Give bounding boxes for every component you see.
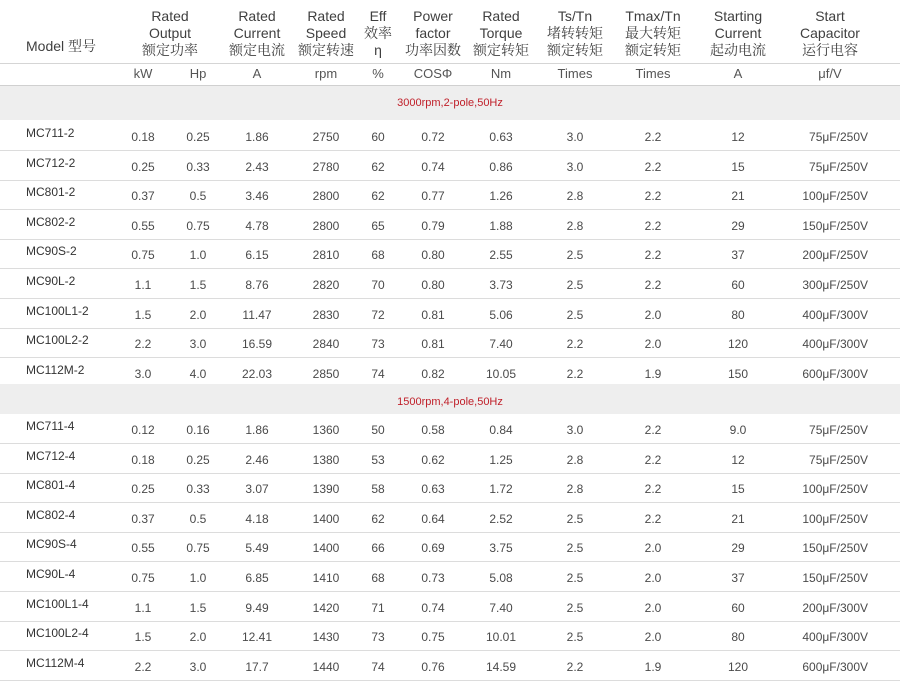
value-cell: 17.7 <box>245 659 269 674</box>
value-cell: 74 <box>371 659 385 674</box>
value-cell: 3.0 <box>134 366 152 381</box>
value-cell: 22.03 <box>241 366 273 381</box>
value-cell: 0.84 <box>489 423 513 437</box>
value-cell: 0.75 <box>131 248 155 263</box>
value-cell: 66 <box>371 541 385 556</box>
capacitor-cell: 150μF/250V <box>802 218 868 233</box>
value-cell: 1360 <box>312 423 340 437</box>
header-col-1-line-0: Rated <box>238 8 276 24</box>
value-cell: 15 <box>731 159 745 174</box>
value-cell: 0.75 <box>186 218 210 233</box>
value-cell: 0.75 <box>421 630 445 645</box>
value-cell: 2.0 <box>644 337 662 352</box>
table-row <box>0 328 900 358</box>
value-cell: 10.05 <box>485 366 517 381</box>
table-row <box>0 299 900 329</box>
value-cell: 2.55 <box>489 248 513 263</box>
value-cell: 60 <box>731 278 745 292</box>
table-row <box>0 414 900 444</box>
capacitor-cell: 100μF/250V <box>802 189 868 204</box>
value-cell: 71 <box>371 600 385 615</box>
value-cell: 73 <box>371 337 385 352</box>
value-cell: 2.2 <box>134 659 152 674</box>
value-cell: 0.74 <box>421 159 445 174</box>
header-col-8-line-1: Current <box>714 25 762 41</box>
value-cell: 2.2 <box>644 130 662 144</box>
capacitor-cell: 75μF/250V <box>809 130 868 144</box>
value-cell: 2.5 <box>566 571 584 585</box>
value-cell: 2830 <box>312 307 340 322</box>
model-cell: MC90S-4 <box>26 537 77 552</box>
value-cell: 58 <box>371 482 385 497</box>
value-cell: 0.25 <box>186 452 210 467</box>
value-cell: 1.0 <box>189 571 207 585</box>
value-cell: 14.59 <box>485 659 517 674</box>
table-row <box>0 239 900 269</box>
value-cell: 2.2 <box>644 511 662 526</box>
header-col-2-line-1: Speed <box>305 25 347 41</box>
value-cell: 1.26 <box>489 189 513 204</box>
value-cell: 0.80 <box>421 248 445 263</box>
value-cell: 0.33 <box>186 159 210 174</box>
value-cell: 120 <box>727 337 749 352</box>
value-cell: 1.86 <box>245 130 269 144</box>
header-model: Model 型号 <box>26 38 97 54</box>
model-cell: MC100L1-4 <box>26 596 89 611</box>
value-cell: 0.79 <box>421 218 445 233</box>
table-row <box>0 621 900 651</box>
value-cell: 80 <box>731 630 745 645</box>
header-divider <box>0 63 900 64</box>
capacitor-cell: 200μF/300V <box>802 600 868 615</box>
value-cell: 1440 <box>312 659 340 674</box>
table-row <box>0 473 900 503</box>
value-cell: 1.5 <box>134 307 152 322</box>
value-cell: 2780 <box>312 159 340 174</box>
model-cell: MC100L2-4 <box>26 626 89 641</box>
value-cell: 120 <box>727 659 749 674</box>
value-cell: 0.86 <box>489 159 513 174</box>
table-row <box>0 562 900 592</box>
value-cell: 2.8 <box>566 218 584 233</box>
value-cell: 1420 <box>312 600 340 615</box>
value-cell: 3.07 <box>245 482 269 497</box>
value-cell: 2.0 <box>644 571 662 585</box>
header-col-5-line-1: Torque <box>479 25 523 41</box>
model-cell: MC801-2 <box>26 185 76 200</box>
value-cell: 2820 <box>312 278 340 292</box>
value-cell: 2.5 <box>566 600 584 615</box>
value-cell: 0.77 <box>421 189 445 204</box>
value-cell: 2810 <box>312 248 340 263</box>
section-title: 1500rpm,4-pole,50Hz <box>397 396 503 408</box>
value-cell: 0.62 <box>421 452 445 467</box>
value-cell: 0.80 <box>421 278 445 292</box>
value-cell: 0.5 <box>189 511 207 526</box>
table-row <box>0 210 900 240</box>
value-cell: 1.72 <box>489 482 513 497</box>
value-cell: 1390 <box>312 482 340 497</box>
value-cell: 5.49 <box>245 541 269 556</box>
value-cell: 2.2 <box>644 278 662 292</box>
value-cell: 2840 <box>312 337 340 352</box>
table-row <box>0 151 900 181</box>
header-col-0-line-1: Output <box>148 25 192 41</box>
value-cell: 2.5 <box>566 278 584 292</box>
value-cell: 2.2 <box>644 452 662 467</box>
value-cell: 4.18 <box>245 511 269 526</box>
header-col-9-line-1: Capacitor <box>800 25 860 41</box>
header-col-8-line-2: 起动电流 <box>710 42 766 58</box>
value-cell: 21 <box>731 511 745 526</box>
value-cell: 2.8 <box>566 189 584 204</box>
unit-label-0: kW <box>133 66 153 81</box>
value-cell: 4.78 <box>245 218 269 233</box>
table-row <box>0 180 900 210</box>
unit-label-4: % <box>372 66 384 81</box>
value-cell: 1.1 <box>134 278 152 292</box>
value-cell: 2.5 <box>566 248 584 263</box>
value-cell: 1.88 <box>489 218 513 233</box>
value-cell: 2.8 <box>566 482 584 497</box>
value-cell: 0.75 <box>186 541 210 556</box>
capacitor-cell: 400μF/300V <box>802 307 868 322</box>
value-cell: 62 <box>371 511 385 526</box>
value-cell: 1.1 <box>134 600 152 615</box>
capacitor-cell: 400μF/300V <box>802 337 868 352</box>
value-cell: 2.2 <box>644 218 662 233</box>
header-col-9-line-0: Start <box>815 8 845 24</box>
model-cell: MC802-2 <box>26 214 76 229</box>
value-cell: 0.25 <box>131 482 155 497</box>
table-row <box>0 651 900 681</box>
value-cell: 2800 <box>312 218 340 233</box>
capacitor-cell: 600μF/300V <box>802 659 868 674</box>
value-cell: 29 <box>731 541 745 556</box>
value-cell: 2800 <box>312 189 340 204</box>
capacitor-cell: 300μF/250V <box>802 278 868 292</box>
value-cell: 150 <box>727 366 749 381</box>
value-cell: 65 <box>371 218 385 233</box>
model-cell: MC711-4 <box>26 419 75 433</box>
value-cell: 1.5 <box>134 630 152 645</box>
value-cell: 0.55 <box>131 541 155 556</box>
capacitor-cell: 400μF/300V <box>802 630 868 645</box>
value-cell: 0.25 <box>131 159 155 174</box>
header-col-5-line-0: Rated <box>482 8 520 24</box>
value-cell: 0.18 <box>131 130 155 144</box>
value-cell: 2.5 <box>566 307 584 322</box>
value-cell: 10.01 <box>485 630 517 645</box>
value-cell: 16.59 <box>241 337 273 352</box>
model-cell: MC90L-4 <box>26 567 76 581</box>
header-col-3-line-0: Eff <box>369 8 387 24</box>
capacitor-cell: 75μF/250V <box>809 423 868 437</box>
table-row <box>0 444 900 474</box>
value-cell: 2.2 <box>566 337 584 352</box>
value-cell: 2.2 <box>566 659 584 674</box>
value-cell: 2.52 <box>489 511 513 526</box>
value-cell: 2.2 <box>644 248 662 263</box>
table-row <box>0 121 900 151</box>
value-cell: 72 <box>371 307 385 322</box>
value-cell: 1430 <box>312 630 340 645</box>
value-cell: 68 <box>371 571 385 585</box>
value-cell: 74 <box>371 366 385 381</box>
header-col-9-line-2: 运行电容 <box>802 42 858 58</box>
value-cell: 29 <box>731 218 745 233</box>
value-cell: 2.0 <box>189 630 207 645</box>
value-cell: 4.0 <box>189 366 207 381</box>
unit-label-8: Times <box>635 66 671 81</box>
value-cell: 68 <box>371 248 385 263</box>
value-cell: 60 <box>371 130 385 144</box>
header-col-6-line-1: 堵转转矩 <box>547 25 603 41</box>
value-cell: 5.08 <box>489 571 513 585</box>
value-cell: 3.73 <box>489 278 513 292</box>
unit-label-9: A <box>733 66 743 81</box>
value-cell: 3.46 <box>245 189 269 204</box>
header-col-0-line-0: Rated <box>151 8 189 24</box>
model-cell: MC112M-2 <box>26 362 85 377</box>
value-cell: 70 <box>371 278 385 292</box>
header-col-3-line-2: η <box>374 42 382 58</box>
header-col-4-line-0: Power <box>413 8 453 24</box>
value-cell: 0.5 <box>189 189 207 204</box>
value-cell: 2.2 <box>134 337 152 352</box>
value-cell: 0.82 <box>421 366 445 381</box>
header-col-7-line-2: 额定转矩 <box>625 42 681 58</box>
model-cell: MC100L1-2 <box>26 303 89 318</box>
value-cell: 3.0 <box>189 337 207 352</box>
header-col-4-line-1: factor <box>415 25 451 41</box>
value-cell: 9.0 <box>729 423 747 437</box>
value-cell: 1.5 <box>189 278 207 292</box>
value-cell: 2.5 <box>566 541 584 556</box>
value-cell: 0.63 <box>489 130 513 144</box>
table-row <box>0 269 900 299</box>
value-cell: 60 <box>731 600 745 615</box>
value-cell: 0.69 <box>421 541 445 556</box>
value-cell: 2.0 <box>644 307 662 322</box>
value-cell: 12 <box>731 452 745 467</box>
unit-label-1: Hp <box>189 66 207 81</box>
model-cell: MC90L-2 <box>26 274 76 288</box>
value-cell: 1410 <box>312 571 340 585</box>
model-cell: MC112M-4 <box>26 655 85 670</box>
value-cell: 2850 <box>312 366 340 381</box>
unit-label-7: Times <box>557 66 593 81</box>
capacitor-cell: 150μF/250V <box>802 541 868 556</box>
value-cell: 2.2 <box>644 159 662 174</box>
value-cell: 0.75 <box>131 571 155 585</box>
capacitor-cell: 75μF/250V <box>809 159 868 174</box>
value-cell: 3.0 <box>566 423 584 437</box>
table-row <box>0 532 900 562</box>
value-cell: 7.40 <box>489 600 513 615</box>
header-col-5-line-2: 额定转矩 <box>473 42 529 58</box>
value-cell: 1.5 <box>189 600 207 615</box>
value-cell: 2.2 <box>566 366 584 381</box>
table-row <box>0 592 900 622</box>
value-cell: 5.06 <box>489 307 513 322</box>
header-col-1-line-2: 额定电流 <box>229 42 285 58</box>
value-cell: 0.81 <box>421 307 445 322</box>
model-cell: MC802-4 <box>26 507 76 522</box>
unit-label-5: COSΦ <box>413 66 453 81</box>
value-cell: 2.5 <box>566 511 584 526</box>
value-cell: 0.81 <box>421 337 445 352</box>
value-cell: 2.0 <box>189 307 207 322</box>
capacitor-cell: 75μF/250V <box>809 452 868 467</box>
capacitor-cell: 100μF/250V <box>802 511 868 526</box>
value-cell: 3.0 <box>566 130 584 144</box>
value-cell: 53 <box>371 452 385 467</box>
value-cell: 1.86 <box>245 423 269 437</box>
value-cell: 12 <box>731 130 745 144</box>
unit-label-6: Nm <box>490 66 512 81</box>
model-cell: MC712-2 <box>26 155 76 170</box>
value-cell: 11.47 <box>242 307 272 322</box>
value-cell: 0.74 <box>421 600 445 615</box>
value-cell: 0.18 <box>131 452 155 467</box>
value-cell: 0.63 <box>421 482 445 497</box>
value-cell: 9.49 <box>245 600 269 615</box>
value-cell: 62 <box>371 159 385 174</box>
value-cell: 2.46 <box>245 452 269 467</box>
header-col-8-line-0: Starting <box>713 8 763 24</box>
unit-label-2: A <box>252 66 262 81</box>
header-col-6-line-0: Ts/Tn <box>557 8 593 24</box>
model-cell: MC100L2-2 <box>26 333 89 348</box>
value-cell: 0.55 <box>131 218 155 233</box>
model-cell: MC712-4 <box>26 448 76 463</box>
capacitor-cell: 600μF/300V <box>802 366 868 381</box>
value-cell: 0.33 <box>186 482 210 497</box>
value-cell: 2.2 <box>644 423 662 437</box>
unit-label-3: rpm <box>314 66 338 81</box>
value-cell: 2750 <box>312 130 340 144</box>
section-title: 3000rpm,2-pole,50Hz <box>397 97 503 109</box>
value-cell: 1.9 <box>644 659 662 674</box>
value-cell: 37 <box>731 571 745 585</box>
model-cell: MC801-4 <box>26 478 76 493</box>
value-cell: 80 <box>731 307 745 322</box>
table-header <box>0 0 900 86</box>
value-cell: 7.40 <box>489 337 513 352</box>
model-cell: MC711-2 <box>26 126 75 140</box>
value-cell: 15 <box>731 482 745 497</box>
capacitor-cell: 100μF/250V <box>802 482 868 497</box>
unit-label-10: μf/V <box>818 66 842 81</box>
value-cell: 0.64 <box>421 511 445 526</box>
value-cell: 0.25 <box>186 130 210 144</box>
value-cell: 1.0 <box>189 248 207 263</box>
value-cell: 2.43 <box>245 159 269 174</box>
capacitor-cell: 200μF/250V <box>802 248 868 263</box>
header-col-1-line-1: Current <box>233 25 281 41</box>
value-cell: 62 <box>371 189 385 204</box>
value-cell: 50 <box>371 423 385 437</box>
value-cell: 37 <box>731 248 745 263</box>
header-col-2-line-0: Rated <box>307 8 345 24</box>
value-cell: 2.2 <box>644 482 662 497</box>
value-cell: 8.76 <box>245 278 269 292</box>
value-cell: 1380 <box>312 452 340 467</box>
value-cell: 73 <box>371 630 385 645</box>
value-cell: 0.76 <box>421 659 445 674</box>
table-row <box>0 503 900 533</box>
value-cell: 0.73 <box>421 571 445 585</box>
value-cell: 1400 <box>312 541 340 556</box>
value-cell: 6.15 <box>245 248 269 263</box>
value-cell: 3.0 <box>566 159 584 174</box>
value-cell: 6.85 <box>245 571 269 585</box>
header-col-3-line-1: 效率 <box>364 25 392 41</box>
value-cell: 2.0 <box>644 541 662 556</box>
header-col-2-line-2: 额定转速 <box>298 42 354 58</box>
capacitor-cell: 150μF/250V <box>802 571 868 585</box>
value-cell: 0.58 <box>421 423 445 437</box>
header-col-4-line-2: 功率因数 <box>405 42 461 58</box>
header-col-0-line-2: 额定功率 <box>142 42 198 58</box>
value-cell: 2.0 <box>644 600 662 615</box>
value-cell: 1.25 <box>489 452 513 467</box>
value-cell: 0.37 <box>131 189 155 204</box>
value-cell: 0.16 <box>186 423 210 437</box>
value-cell: 3.75 <box>489 541 513 556</box>
value-cell: 0.72 <box>421 130 445 144</box>
value-cell: 0.12 <box>131 423 155 437</box>
value-cell: 2.8 <box>566 452 584 467</box>
value-cell: 2.2 <box>644 189 662 204</box>
header-col-6-line-2: 额定转矩 <box>547 42 603 58</box>
value-cell: 0.37 <box>131 511 155 526</box>
value-cell: 2.5 <box>566 630 584 645</box>
value-cell: 1.9 <box>644 366 662 381</box>
value-cell: 1400 <box>312 511 340 526</box>
model-cell: MC90S-2 <box>26 244 77 259</box>
value-cell: 12.41 <box>241 630 273 645</box>
value-cell: 3.0 <box>189 659 207 674</box>
value-cell: 21 <box>731 189 745 204</box>
header-col-7-line-1: 最大转矩 <box>625 25 681 41</box>
value-cell: 2.0 <box>644 630 662 645</box>
header-col-7-line-0: Tmax/Tn <box>625 8 681 24</box>
